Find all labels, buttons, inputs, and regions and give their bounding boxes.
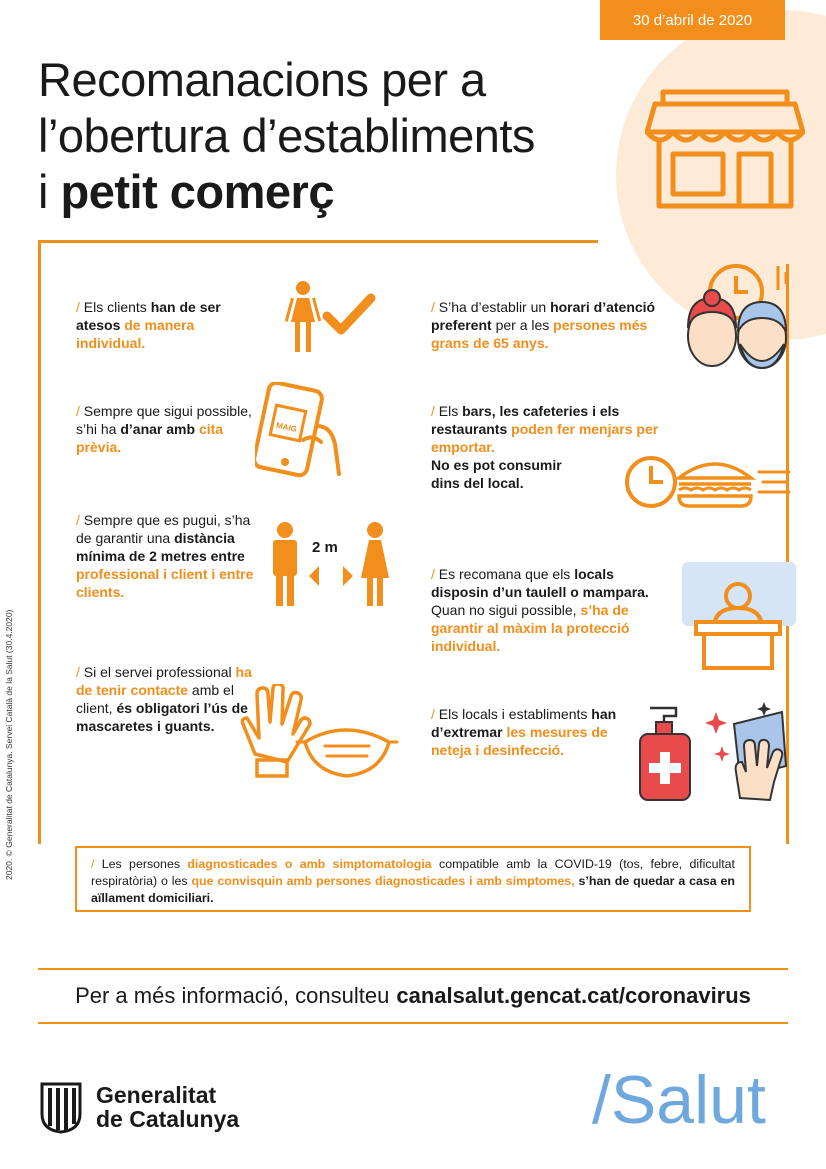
tip-individual: / Els clients han de ser atesos de manera individual. [76, 299, 221, 351]
title-line-3: i petit comerç [38, 165, 334, 218]
phone-calendar-icon [255, 382, 345, 482]
tip-appointment: / Sempre que sigui possible, s’hi ha d’anar amb cita prèvia. [76, 403, 252, 455]
tip-elderly-hours: / S’ha d’establir un horari d’atenció preferent per a les persones més grans de 65 anys. [431, 299, 656, 351]
title-line-1: Recomanacions per a [38, 53, 486, 106]
glove-mask-icon [235, 684, 400, 784]
gencat-line-2: de Catalunya [96, 1106, 240, 1132]
tip-masks-gloves: / Si el servei professional ha de tenir contacte amb el client, és obligatori l’ús de mascaretes i guants. [76, 664, 252, 734]
tip-takeaway: / Els bars, les cafeteries i els restaurants poden fer menjars per emportar. No es pot consumir dins del local. [431, 403, 659, 491]
frame-left [38, 240, 41, 844]
distance-icon [265, 520, 395, 612]
footer-rule-bottom [38, 1022, 788, 1024]
tip-cleaning: / Els locals i establiments han d’extremar les mesures de neteja i desinfecció. [431, 706, 617, 758]
sanitizer-cleaning-icon [636, 700, 788, 804]
generalitat-logo [38, 1080, 239, 1134]
calendar-label: MAIG [275, 420, 298, 434]
side-credit: 2020. © Generalitat de Catalunya. Servei Català de la Salut (30.4.2020) [4, 609, 14, 880]
salut-logo: /Salut [592, 1062, 766, 1138]
tip-counter-screen: / Es recomana que els locals disposin d’un taulell o mampara. Quan no sigui possible, s’ha de garantir al màxim la protecció individual. [431, 566, 649, 654]
title-line-2: l’obertura d’establiments [38, 109, 535, 162]
tip-distance: / Sempre que es pugui, s’ha de garantir una distància mínima de 2 metres entre professional i client i entre clients. [76, 512, 254, 600]
more-info: Per a més informació, consulteu canalsalut.gencat.cat/coronavirus [75, 983, 751, 1008]
distance-label: 2 m [312, 539, 338, 556]
generalitat-emblem-icon [38, 1080, 84, 1134]
counter-screen-icon [680, 560, 798, 672]
date-badge: 30 d’abril de 2020 [600, 0, 785, 40]
page-title [38, 52, 638, 220]
takeaway-sandwich-icon [625, 448, 795, 518]
frame-top [38, 240, 598, 243]
person-check-icon [285, 278, 385, 358]
elderly-people-icon [682, 262, 792, 374]
more-info-link[interactable]: canalsalut.gencat.cat/coronavirus [396, 983, 751, 1008]
gencat-line-1: Generalitat [96, 1082, 217, 1108]
shop-icon [645, 88, 805, 212]
isolation-notice: / Les persones diagnosticades o amb simptomatologia compatible amb la COVID-19 (tos, febre, dificultat respiratòria) o les que convisquin amb persones diagnosticades i amb símptomes, s’han de quedar a casa en aïllament domiciliari. [75, 846, 751, 912]
